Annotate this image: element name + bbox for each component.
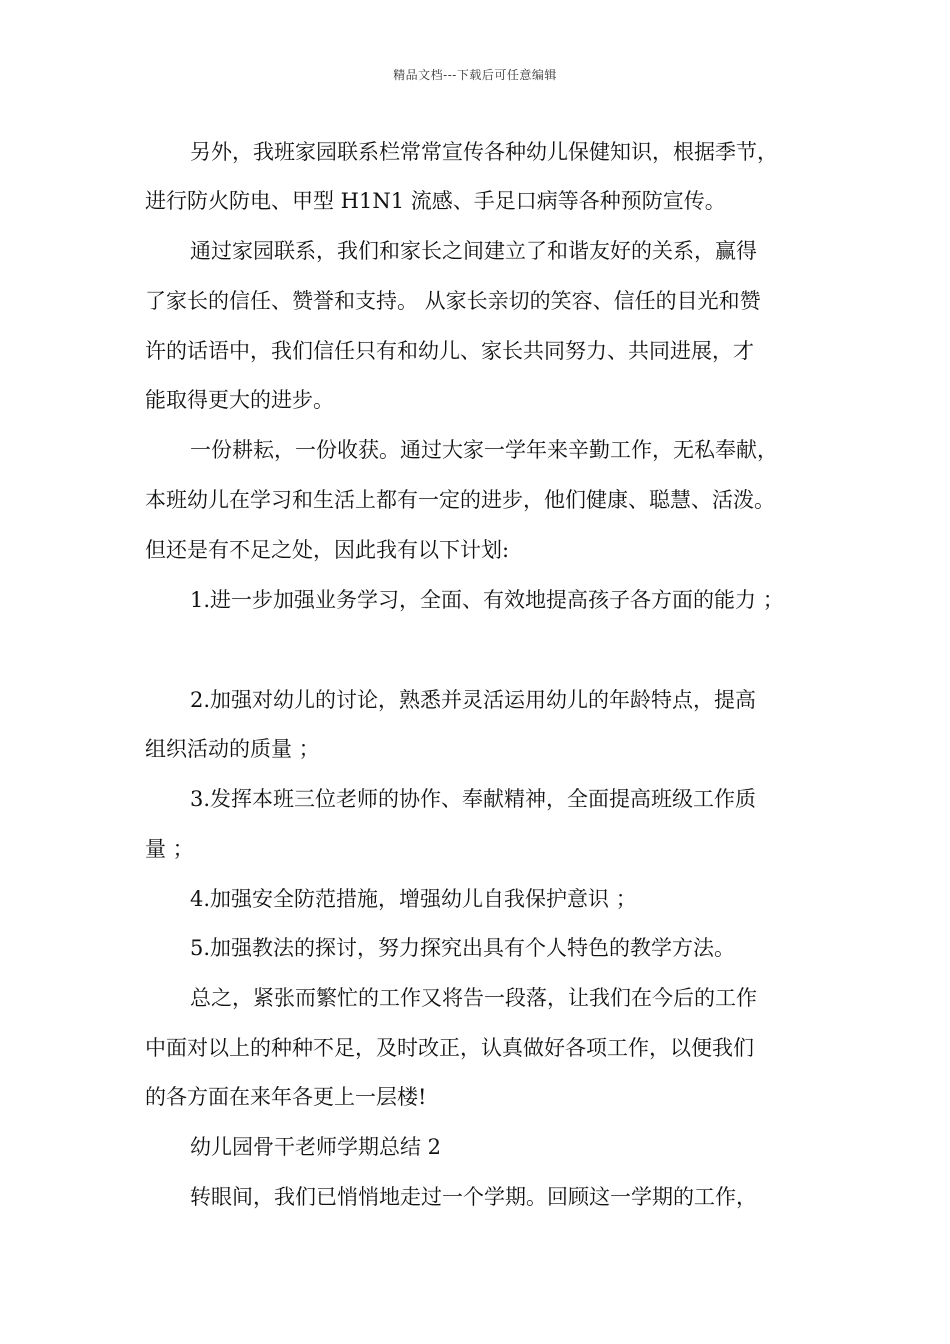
paragraph-line: 转眼间，我们已悄悄地走过一个学期。回顾这一学期的工作， (190, 1185, 757, 1209)
section-title: 幼儿园骨干老师学期总结 2 (190, 1135, 442, 1159)
list-item: 3.发挥本班三位老师的协作、奉献精神，全面提高班级工作质 (190, 787, 757, 811)
paragraph-line: 但还是有不足之处，因此我有以下计划: (145, 538, 510, 562)
paragraph-line: 另外，我班家园联系栏常常宣传各种幼儿保健知识，根据季节， (190, 140, 778, 164)
list-item-continuation: 组织活动的质量 ； (145, 737, 320, 761)
paragraph-line: 能取得更大的进步。 (145, 388, 334, 412)
list-item-continuation: 量 ； (145, 837, 194, 861)
paragraph-line: 通过家园联系，我们和家长之间建立了和谐友好的关系，赢得 (190, 239, 757, 263)
list-item: 5.加强教法的探讨，努力探究出具有个人特色的教学方法。 (190, 936, 736, 960)
paragraph-line: 了家长的信任、赞誉和支持。 从家长亲切的笑容、信任的目光和赞 (145, 289, 761, 313)
list-item: 2.加强对幼儿的讨论，熟悉并灵活运用幼儿的年龄特点，提高 (190, 688, 757, 712)
paragraph-line: 的各方面在来年各更上一层楼! (145, 1085, 427, 1109)
paragraph-line: 中面对以上的种种不足，及时改正，认真做好各项工作，以便我们 (145, 1036, 754, 1060)
paragraph-line: 一份耕耘，一份收获。通过大家一学年来辛勤工作，无私奉献， (190, 438, 778, 462)
list-item: 1.进一步加强业务学习，全面、有效地提高孩子各方面的能力 ； (190, 588, 784, 612)
list-item: 4.加强安全防范措施，增强幼儿自我保护意识 ； (190, 887, 637, 911)
page-header: 精品文档---下载后可任意编辑 (393, 68, 557, 82)
paragraph-line: 总之，紧张而繁忙的工作又将告一段落，让我们在今后的工作 (190, 986, 757, 1010)
paragraph-line: 进行防火防电、甲型 H1N1 流感、手足口病等各种预防宣传。 (145, 189, 726, 213)
paragraph-line: 本班幼儿在学习和生活上都有一定的进步，他们健康、聪慧、活泼。 (145, 488, 775, 512)
paragraph-line: 许的话语中，我们信任只有和幼儿、家长共同努力、共同进展，才 (145, 339, 754, 363)
